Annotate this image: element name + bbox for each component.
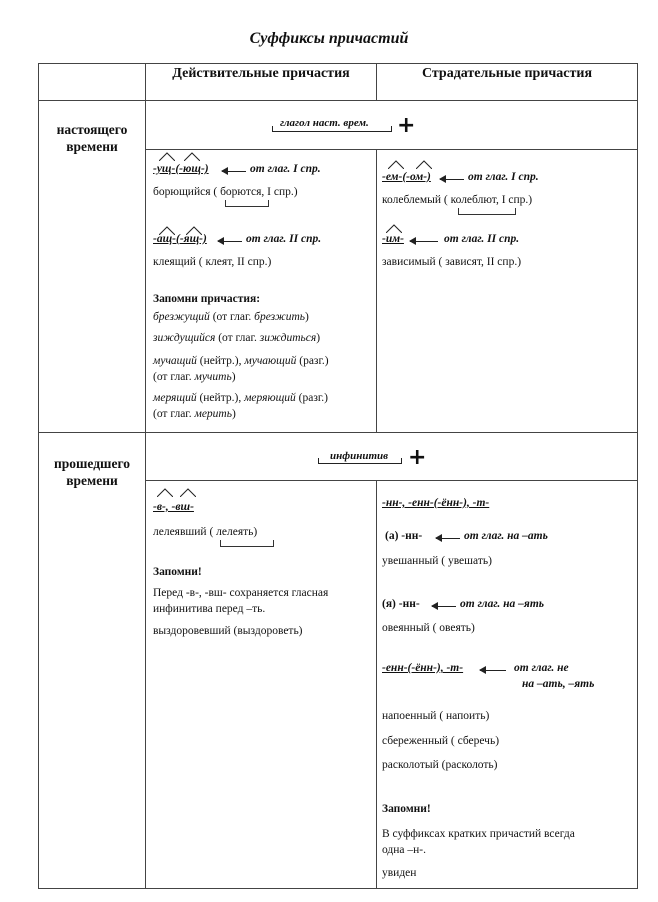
header-active: Действительные причастия bbox=[172, 66, 350, 81]
suffix-roof-icon bbox=[416, 160, 432, 169]
past-passive-a-example: увешанный ( увешать) bbox=[382, 555, 492, 567]
present-active-suffix-2: -ащ-(-ящ-) bbox=[153, 233, 207, 245]
past-passive-note-example: увиден bbox=[382, 867, 417, 879]
past-passive-note: В суффиксах кратких причастий всегда одна –н-. bbox=[382, 828, 575, 856]
past-base-label: инфинитив bbox=[330, 450, 389, 462]
past-base-bracket bbox=[318, 458, 402, 464]
remember-item-1: брезжущий (от глаг. брезжить) bbox=[153, 311, 309, 323]
present-active-rule-2: от глаг. II спр. bbox=[246, 233, 322, 245]
table-border-top bbox=[38, 63, 638, 64]
remember-item-4: мерящий (нейтр.), меряющий (разг.) (от глаг. мерить) bbox=[153, 392, 328, 420]
col-divider-2b bbox=[376, 149, 377, 433]
past-passive-remember: Запомни! bbox=[382, 803, 431, 815]
present-plus: + bbox=[397, 113, 416, 138]
arrow-icon bbox=[440, 179, 464, 180]
table-border-right bbox=[637, 63, 638, 889]
present-active-example-2: клеящий ( клеят, II спр.) bbox=[153, 256, 272, 268]
present-passive-suffix-1: -ем-(-ом-) bbox=[382, 171, 431, 183]
remember-item-2: зиждущийся (от глаг. зиждиться) bbox=[153, 332, 321, 344]
present-base-label: глагол наст. врем. bbox=[280, 117, 369, 129]
ending-box bbox=[458, 208, 516, 215]
col-divider-1 bbox=[145, 63, 146, 889]
suffix-roof-icon bbox=[157, 488, 173, 497]
past-passive-ya-example: овеянный ( овеять) bbox=[382, 622, 475, 634]
suffix-roof-icon bbox=[159, 152, 175, 161]
present-passive-suffix-2: -им- bbox=[382, 233, 404, 245]
past-passive-suffix-all: -нн-, -енн-(-ённ-), -т- bbox=[382, 497, 490, 509]
past-passive-enn-rule: от глаг. не bbox=[514, 662, 569, 674]
header-passive: Страдательные причастия bbox=[421, 66, 593, 81]
present-base-bracket bbox=[272, 126, 392, 132]
past-passive-a-rule: от глаг. на –ать bbox=[464, 530, 548, 542]
past-passive-example-3: расколотый (расколоть) bbox=[382, 759, 498, 771]
past-active-example: лелеявший ( лелеять) bbox=[153, 526, 258, 538]
arrow-icon bbox=[436, 538, 460, 539]
past-passive-example-2: сбереженный ( сберечь) bbox=[382, 735, 500, 747]
past-active-remember: Запомни! bbox=[153, 566, 202, 578]
present-active-suffix-1: -ущ-(-ющ-) bbox=[153, 163, 209, 175]
present-passive-rule-2: от глаг. II спр. bbox=[444, 233, 520, 245]
present-passive-rule-1: от глаг. I спр. bbox=[468, 171, 539, 183]
past-base-bottom-line bbox=[145, 480, 638, 481]
past-active-example-2: выздоровевший (выздороветь) bbox=[153, 625, 303, 637]
past-passive-ya-label: (я) -нн- bbox=[382, 598, 420, 610]
past-passive-enn-rule-2: на –ать, –ять bbox=[522, 678, 595, 690]
present-active-example-1: борющийся ( борются, I спр.) bbox=[153, 186, 298, 198]
table-border-bottom bbox=[38, 888, 638, 889]
suffix-roof-icon bbox=[386, 224, 402, 233]
present-active-remember: Запомни причастия: bbox=[153, 293, 261, 305]
past-passive-enn-label: -енн-(-ённ-), -т- bbox=[382, 662, 464, 674]
arrow-icon bbox=[480, 670, 506, 671]
arrow-icon bbox=[432, 606, 456, 607]
page-title: Суффиксы причастий bbox=[249, 30, 409, 47]
header-bottom-line bbox=[38, 100, 638, 101]
present-passive-example-2: зависимый ( зависят, II спр.) bbox=[382, 256, 522, 268]
row-label-present: настоящего времени bbox=[56, 122, 128, 154]
ending-box bbox=[220, 540, 274, 547]
row-divider bbox=[38, 432, 638, 433]
past-active-note: Перед -в-, -вш- сохраняется гласная инфинитива перед –ть. bbox=[153, 587, 329, 615]
present-active-rule-1: от глаг. I спр. bbox=[250, 163, 321, 175]
past-passive-a-label: (а) -нн- bbox=[385, 530, 423, 542]
present-passive-example-1: колеблемый ( колеблют, I спр.) bbox=[382, 194, 533, 206]
row-label-past: прошедшего времени bbox=[53, 456, 130, 488]
suffix-roof-icon bbox=[184, 152, 200, 161]
suffix-roof-icon bbox=[388, 160, 404, 169]
suffix-roof-icon bbox=[180, 488, 196, 497]
col-divider-2c bbox=[376, 480, 377, 889]
past-plus: + bbox=[408, 445, 427, 470]
remember-item-3: мучащий (нейтр.), мучающий (разг.) (от глаг. мучить) bbox=[153, 355, 329, 383]
arrow-icon bbox=[218, 241, 242, 242]
past-passive-ya-rule: от глаг. на –ять bbox=[460, 598, 545, 610]
arrow-icon bbox=[410, 241, 438, 242]
arrow-icon bbox=[222, 171, 246, 172]
ending-box bbox=[225, 200, 269, 207]
past-passive-example-1: напоенный ( напоить) bbox=[382, 710, 490, 722]
present-base-bottom-line bbox=[145, 149, 638, 150]
past-active-suffix: -в-, -вш- bbox=[153, 501, 194, 513]
